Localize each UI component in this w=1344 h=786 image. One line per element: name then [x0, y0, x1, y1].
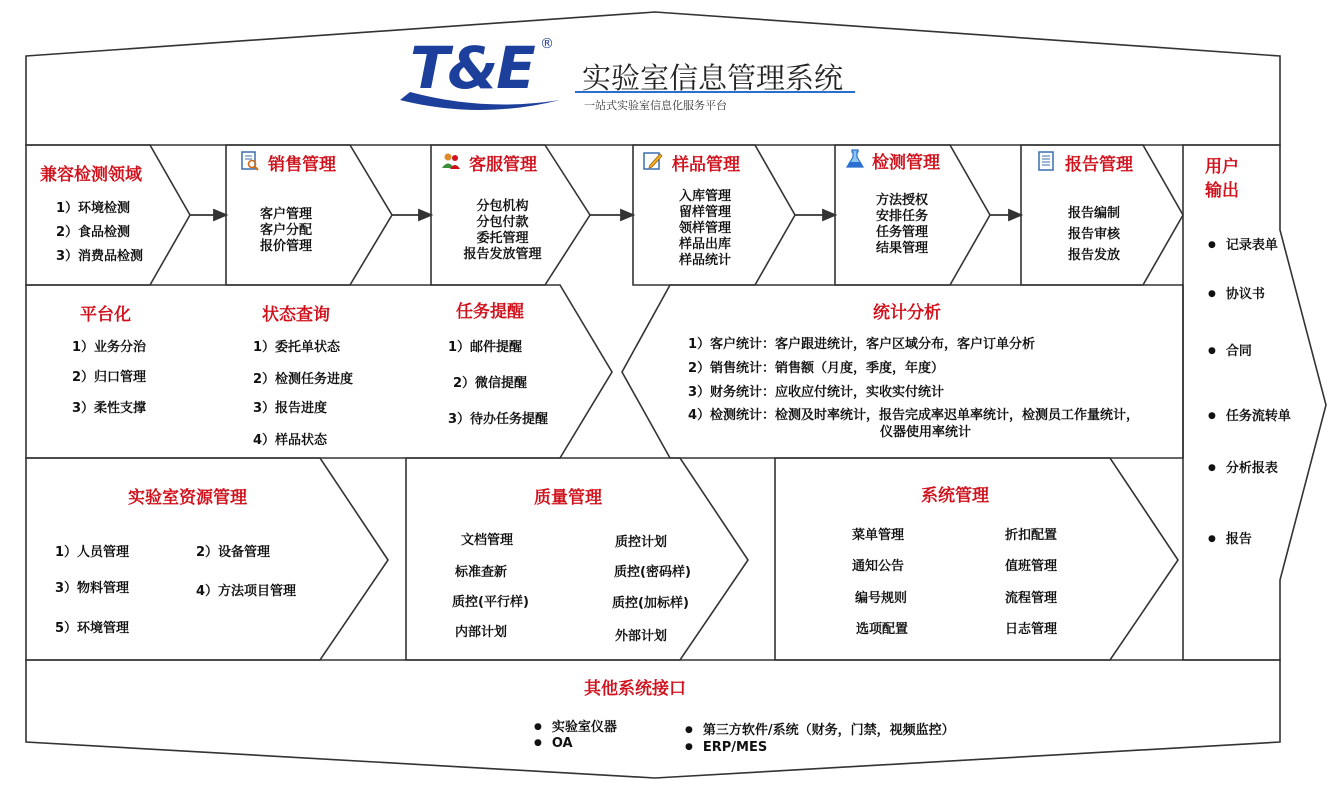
statistics-title: 统计分析	[873, 303, 941, 323]
process-item: 报告审核	[1068, 227, 1121, 242]
quality-item: 质控(平行样)	[452, 595, 529, 610]
arrow-1	[214, 210, 226, 220]
process-title-report: 报告管理	[1065, 155, 1133, 175]
status-query-title: 状态查询	[262, 305, 330, 325]
task-reminder-item: 3）待办任务提醒	[448, 412, 549, 427]
process-item: 样品统计	[678, 253, 731, 268]
output-item: ● 任务流转单	[1208, 405, 1291, 424]
statistics-item: 2）销售统计：销售额（月度，季度，年度）	[688, 361, 945, 376]
lab-resource-item: 2）设备管理	[196, 545, 271, 560]
process-item: 报告编制	[1068, 206, 1121, 221]
interfaces-item: ● 第三方软件/系统（财务，门禁，视频监控）	[685, 719, 955, 738]
statistics-item: 仪器使用率统计	[880, 425, 972, 440]
process-title-service: 客服管理	[469, 155, 537, 175]
system-item: 流程管理	[1005, 591, 1058, 606]
people-icon	[441, 151, 461, 171]
process-items-sample	[660, 189, 750, 269]
lab-resource-title: 实验室资源管理	[128, 488, 247, 508]
process-item: 报告发放	[1068, 248, 1121, 263]
task-reminder-title: 任务提醒	[456, 302, 524, 322]
report-icon	[1036, 151, 1056, 171]
system-item: 编号规则	[855, 591, 908, 606]
output-item: ● 记录表单	[1208, 234, 1278, 253]
output-item: ● 报告	[1208, 528, 1252, 547]
quality-item: 标准查新	[455, 565, 508, 580]
quality-item: 内部计划	[455, 625, 508, 640]
statistics-item: 3）财务统计：应收应付统计，实收实付统计	[688, 385, 945, 400]
process-item: 报告发放管理	[463, 247, 542, 262]
interfaces-item: ● OA	[534, 736, 573, 751]
arrow-5	[1009, 210, 1021, 220]
quality-item: 外部计划	[615, 629, 668, 644]
pen-icon	[643, 151, 663, 171]
task-reminder-item: 1）邮件提醒	[448, 340, 523, 355]
process-item: 1）环境检测	[56, 201, 131, 216]
platform-item: 3）柔性支撑	[72, 401, 147, 416]
platform-title: 平台化	[80, 305, 131, 325]
platform-item: 2）归口管理	[72, 370, 147, 385]
output-title-line1: 用户	[1205, 157, 1239, 177]
output-item: ● 合同	[1208, 340, 1252, 359]
status-query-item: 2）检测任务进度	[253, 372, 354, 387]
interfaces-banner	[26, 660, 1280, 778]
system-item: 通知公告	[852, 559, 905, 574]
process-item: 方法授权	[875, 193, 928, 208]
system-item: 菜单管理	[852, 528, 905, 543]
arrow-2	[419, 210, 431, 220]
system-item: 折扣配置	[1005, 528, 1058, 543]
interfaces-item: ● ERP/MES	[685, 740, 767, 755]
status-query-item: 4）样品状态	[253, 433, 328, 448]
process-item: 结果管理	[875, 241, 928, 256]
output-item: ● 协议书	[1208, 283, 1265, 302]
process-item: 分包付款	[476, 215, 529, 230]
system-title: 系统管理	[921, 486, 989, 506]
process-item: 领样管理	[678, 221, 731, 236]
registered-mark: ®	[540, 36, 554, 52]
quality-item: 质控(密码样)	[614, 565, 691, 580]
status-query-item: 3）报告进度	[253, 401, 328, 416]
process-item: 安排任务	[875, 209, 928, 224]
interfaces-title: 其他系统接口	[584, 679, 686, 699]
process-items-sales	[260, 207, 312, 255]
system-item: 选项配置	[856, 622, 909, 637]
flask-icon	[845, 149, 865, 169]
platform-item: 1）业务分治	[72, 340, 147, 355]
process-item: 客户管理	[260, 207, 313, 222]
lab-resource-item: 4）方法项目管理	[196, 584, 297, 599]
page-subtitle: 一站式实验室信息化服务平台	[584, 99, 727, 112]
lab-resource-item: 5）环境管理	[55, 621, 130, 636]
statistics-item: 1）客户统计：客户跟进统计，客户区域分布，客户订单分析	[688, 337, 1036, 352]
search-document-icon	[240, 151, 260, 171]
process-items-service	[450, 199, 555, 263]
system-item: 值班管理	[1005, 559, 1058, 574]
process-item: 入库管理	[678, 189, 731, 204]
lab-resource-item: 1）人员管理	[55, 545, 130, 560]
process-items-report	[1068, 203, 1120, 266]
interfaces-item: ● 实验室仪器	[534, 716, 617, 735]
quality-item: 文档管理	[461, 533, 514, 548]
process-item: 样品出库	[678, 237, 731, 252]
task-reminder-item: 2）微信提醒	[453, 376, 528, 391]
process-item: 任务管理	[875, 225, 928, 240]
quality-title: 质量管理	[534, 488, 602, 508]
page-title: 实验室信息管理系统	[582, 61, 844, 95]
logo: T&E	[410, 34, 534, 102]
statistics-item: 4）检测统计：检测及时率统计，报告完成率迟单率统计，检测员工作量统计，	[688, 408, 1140, 423]
process-item: 留样管理	[678, 205, 731, 220]
process-title-sales: 销售管理	[268, 155, 336, 175]
process-item: 客户分配	[260, 223, 313, 238]
output-item: ● 分析报表	[1208, 457, 1278, 476]
quality-item: 质控计划	[615, 535, 668, 550]
output-column	[1183, 145, 1326, 660]
system-item: 日志管理	[1005, 622, 1058, 637]
process-title-sample: 样品管理	[672, 155, 740, 175]
status-query-item: 1）委托单状态	[253, 340, 341, 355]
process-item: 3）消费品检测	[56, 249, 144, 264]
lab-resource-item: 3）物料管理	[55, 581, 130, 596]
process-item: 2）食品检测	[56, 225, 131, 240]
quality-item: 质控(加标样)	[612, 596, 689, 611]
arrow-4	[823, 210, 835, 220]
process-items-testing	[857, 193, 947, 257]
process-title-testing: 检测管理	[872, 153, 940, 173]
output-title-line2: 输出	[1205, 181, 1239, 201]
process-item: 报价管理	[260, 239, 313, 254]
arrow-3	[621, 210, 633, 220]
process-item: 分包机构	[476, 199, 529, 214]
process-item: 委托管理	[476, 231, 529, 246]
process-title-domain: 兼容检测领域	[40, 165, 142, 185]
